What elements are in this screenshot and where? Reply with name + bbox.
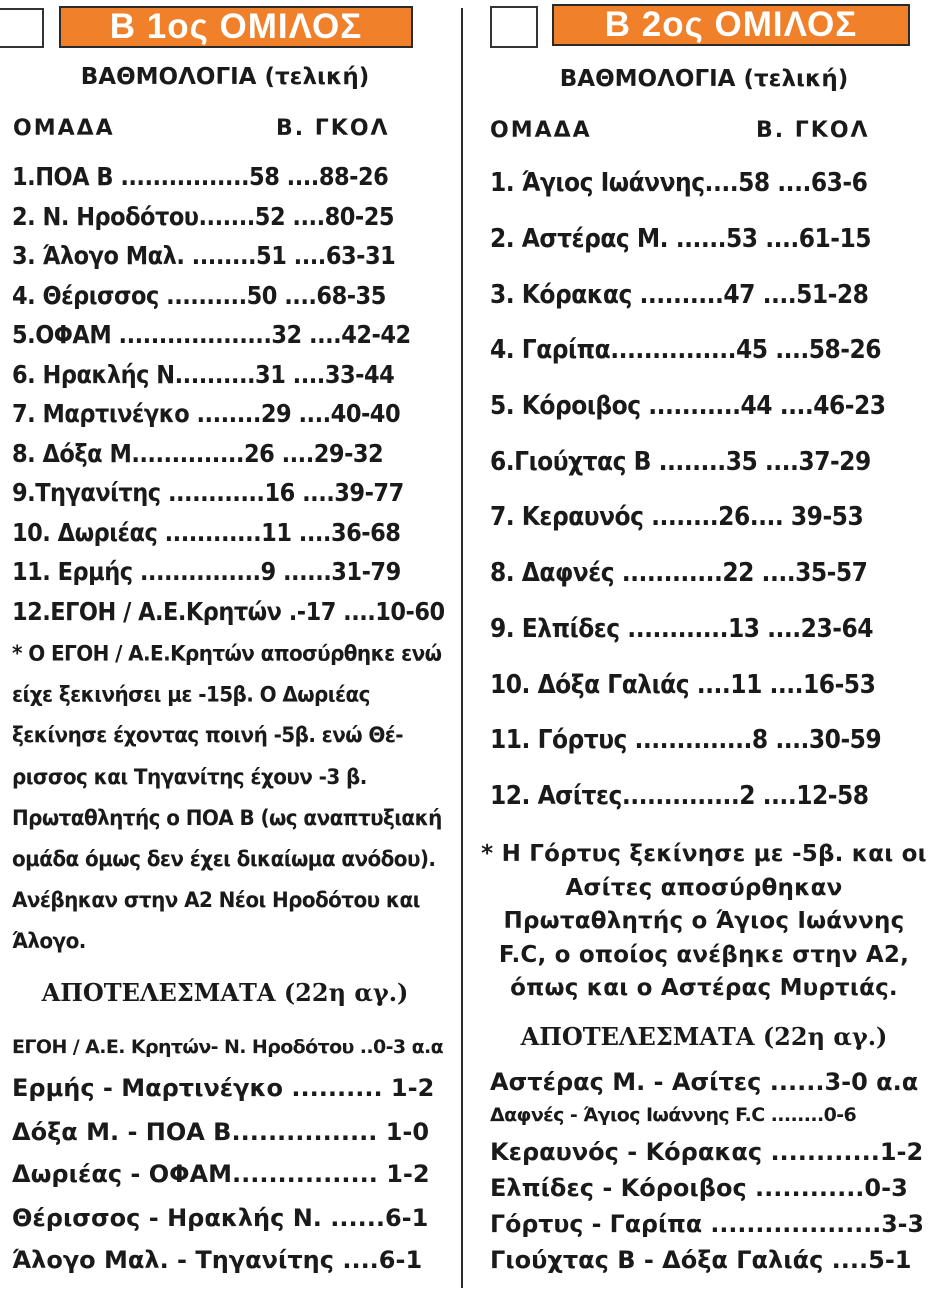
group1-results-title: ΑΠΟΤΕΛΕΣΜΑΤΑ (22η αγ.) xyxy=(41,978,409,1007)
standings-row: 4. Θέρισσος ..........50 ....68-35 xyxy=(12,281,386,310)
standings-row: 10. Δόξα Γαλιάς ....11 ....16-53 xyxy=(490,670,876,700)
result-row: Θέρισσος - Ηρακλής Ν. ......6-1 xyxy=(12,1204,429,1232)
standings-row: 7. Κεραυνός ........26.... 39-53 xyxy=(490,502,864,532)
column-divider xyxy=(461,8,463,1288)
group2-standings-title: ΒΑΘΜΟΛΟΓΙΑ (τελική) xyxy=(559,66,849,92)
group1-standings-title: ΒΑΘΜΟΛΟΓΙΑ (τελική) xyxy=(80,64,370,90)
standings-row: 1.ΠΟΑ Β ................58 ....88-26 xyxy=(12,162,389,191)
result-row: Άλογο Μαλ. - Τηγανίτης ....6-1 xyxy=(12,1246,423,1274)
standings-row: 4. Γαρίπα...............45 ....58-26 xyxy=(490,335,882,365)
result-row: Ελπίδες - Κόροιβος ............0-3 xyxy=(490,1174,908,1202)
standings-row: 5. Κόροιβος ...........44 ....46-23 xyxy=(490,391,886,421)
standings-row: 11. Γόρτυς ..............8 ....30-59 xyxy=(490,725,882,755)
group2-header-team: ΟΜΑΔΑ xyxy=(490,118,592,143)
group2-title: Β 2ος ΟΜΙΛΟΣ xyxy=(552,4,910,46)
standings-row: 10. Δωριέας ............11 ....36-68 xyxy=(12,518,401,547)
group1-note: * Ο ΕΓΟΗ / Α.Ε.Κρητών αποσύρθηκε ενώ είχε ξεκινήσει με -15β. Ο Δωριέας ξεκίνησε έχοντας ποινή -5β. ενώ Θέ-ρισσος και Τηγανίτης έχουν -3 β. Πρωταθλητής ο ΠΟΑ Β (ως αναπτυξιακή ομάδα όμως δεν έχει δικαίωμα ανόδου). Ανέβηκαν στην Α2 Νέοι Ηροδότου και Άλογο. xyxy=(12,640,442,954)
standings-row: 7. Μαρτινέγκο ........29 ....40-40 xyxy=(12,399,401,428)
group2-header-points: Β. ΓΚΟΛ xyxy=(756,118,870,143)
group1-checkbox-decoration xyxy=(0,8,44,48)
result-row: Δόξα Μ. - ΠΟΑ Β................ 1-0 xyxy=(12,1118,430,1146)
standings-row: 2. Αστέρας Μ. ......53 ....61-15 xyxy=(490,224,872,254)
standings-row: 3. Κόρακας ..........47 ....51-28 xyxy=(490,280,869,310)
standings-row: 9.Τηγανίτης ............16 ....39-77 xyxy=(12,478,404,507)
result-row: Δαφνές - Άγιος Ιωάννης F.C ........0-6 xyxy=(490,1104,857,1126)
group1-header-points: Β. ΓΚΟΛ xyxy=(276,116,390,141)
result-row: Γόρτυς - Γαρίπα ...................3-3 xyxy=(490,1210,924,1238)
standings-row: 5.ΟΦΑΜ ...................32 ....42-42 xyxy=(12,320,411,349)
standings-row: 12. Ασίτες..............2 ....12-58 xyxy=(490,781,869,811)
group2-checkbox-decoration xyxy=(490,6,538,48)
result-row: Ερμής - Μαρτινέγκο .......... 1-2 xyxy=(12,1074,435,1102)
result-row: Κεραυνός - Κόρακας ............1-2 xyxy=(490,1138,924,1166)
result-row: Γιούχτας Β - Δόξα Γαλιάς ....5-1 xyxy=(490,1246,912,1274)
group1-title: Β 1ος ΟΜΙΛΟΣ xyxy=(59,6,413,48)
result-row: Αστέρας Μ. - Ασίτες ......3-0 α.α xyxy=(490,1068,919,1096)
result-row: ΕΓΟΗ / Α.Ε. Κρητών- Ν. Ηροδότου ..0-3 α.α xyxy=(12,1036,444,1058)
group1-header-team: ΟΜΑΔΑ xyxy=(13,116,115,141)
result-row: Δωριέας - ΟΦΑΜ................ 1-2 xyxy=(12,1160,430,1188)
standings-row: 6. Ηρακλής Ν..........31 ....33-44 xyxy=(12,360,395,389)
standings-row: 11. Ερμής ...............9 ......31-79 xyxy=(12,557,401,586)
standings-row: 6.Γιούχτας Β ........35 ....37-29 xyxy=(490,447,871,477)
standings-row: 12.ΕΓΟΗ / Α.Ε.Κρητών .-17 ....10-60 xyxy=(12,597,445,626)
standings-row: 1. Άγιος Ιωάννης....58 ....63-6 xyxy=(490,168,868,198)
standings-row: 2. Ν. Ηροδότου.......52 ....80-25 xyxy=(12,202,395,231)
group2-results-title: ΑΠΟΤΕΛΕΣΜΑΤΑ (22η αγ.) xyxy=(520,1022,888,1051)
standings-row: 3. Άλογο Μαλ. ........51 ....63-31 xyxy=(12,241,396,270)
standings-row: 8. Δαφνές ............22 ....35-57 xyxy=(490,558,868,588)
standings-row: 8. Δόξα Μ..............26 ....29-32 xyxy=(12,439,384,468)
standings-row: 9. Ελπίδες ............13 ....23-64 xyxy=(490,614,873,644)
group2-note: * Η Γόρτυς ξεκίνησε με -5β. και οι Ασίτες αποσύρθηκαν Πρωταθλητής ο Άγιος Ιωάννης F.C, ο οποίος ανέβηκε στην Α2, όπως και ο Αστέρας Μυρτιάς. xyxy=(481,841,927,1002)
